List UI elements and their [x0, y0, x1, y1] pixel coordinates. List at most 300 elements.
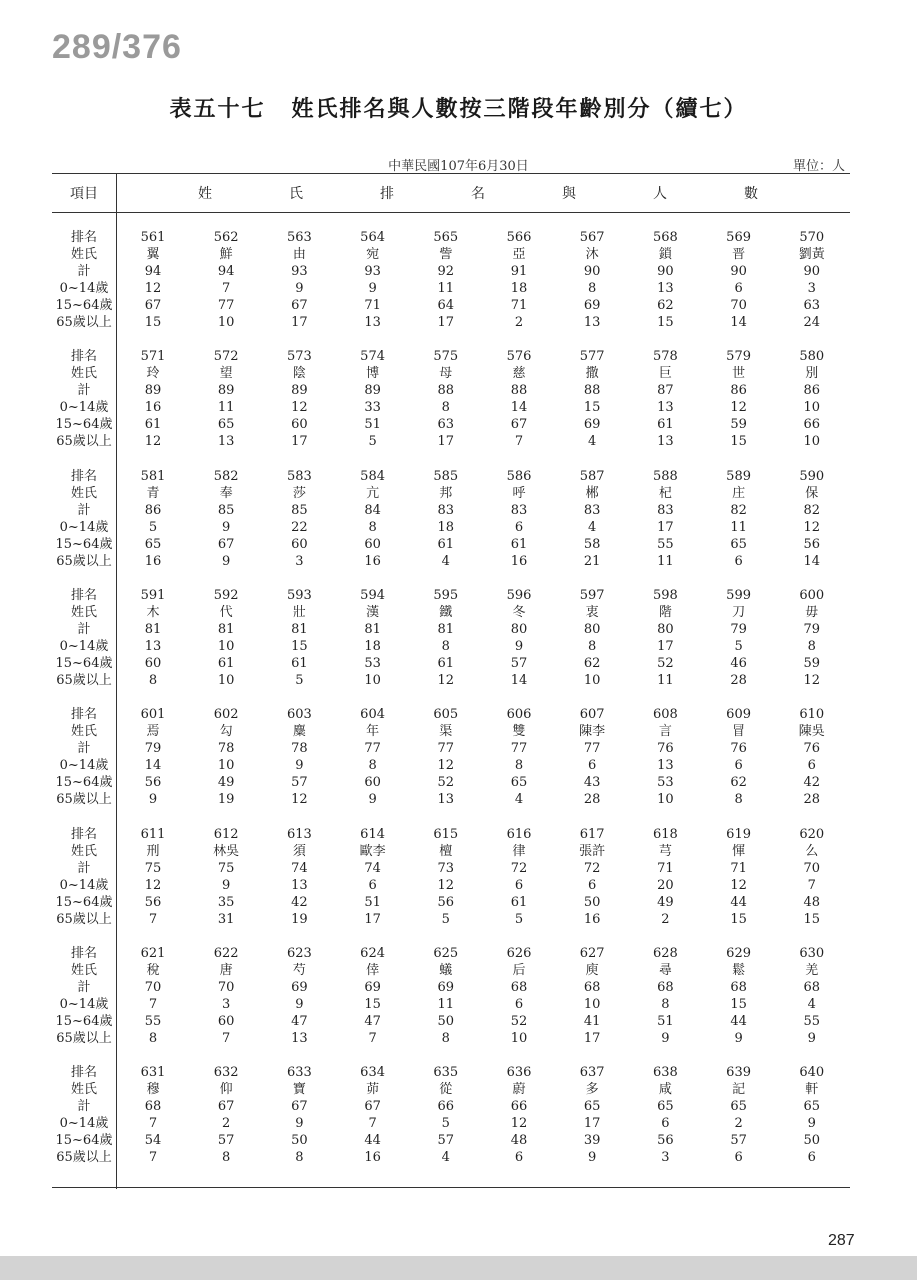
cell-age-65-plus: 12 [437, 672, 455, 688]
cell-surname: 衷 [585, 604, 599, 620]
cell-rank: 621 [140, 945, 166, 961]
row-label-total: 計 [77, 741, 91, 757]
cell-age-0-14: 7 [148, 1116, 158, 1132]
cell-age-0-14: 6 [514, 519, 524, 535]
cell-age-15-64: 59 [803, 655, 821, 671]
cell-surname: 茆 [366, 1082, 380, 1098]
cell-age-15-64: 55 [144, 1013, 162, 1029]
cell-surname: 毋 [805, 604, 819, 620]
cell-rank: 565 [433, 230, 459, 245]
cell-rank: 572 [213, 349, 239, 365]
cell-total: 88 [583, 383, 601, 399]
row-label-age-15-64: 15~64歲 [55, 1013, 113, 1029]
cell-age-65-plus: 7 [222, 1030, 231, 1046]
cell-age-0-14: 12 [510, 1116, 528, 1132]
cell-age-0-14: 6 [661, 1116, 670, 1132]
cell-age-65-plus: 4 [441, 1150, 450, 1166]
cell-total: 77 [510, 741, 528, 757]
cell-rank: 561 [140, 230, 166, 245]
cell-age-15-64: 60 [144, 655, 162, 671]
cell-age-15-64: 52 [657, 655, 674, 671]
cell-age-15-64: 56 [657, 1133, 674, 1149]
cell-total: 65 [730, 1099, 747, 1115]
row-label-rank: 排名 [70, 349, 97, 365]
cell-age-0-14: 9 [514, 638, 524, 654]
cell-age-0-14: 8 [368, 519, 377, 535]
cell-rank: 610 [799, 707, 825, 723]
cell-age-65-plus: 17 [437, 315, 455, 330]
cell-age-65-plus: 2 [514, 315, 524, 330]
cell-age-65-plus: 8 [148, 1030, 158, 1046]
cell-age-0-14: 12 [291, 400, 308, 416]
row-label-age-0-14: 0~14歲 [59, 877, 109, 893]
cell-rank: 618 [652, 826, 678, 842]
cell-surname: 木 [146, 604, 160, 620]
table-title [0, 92, 917, 123]
cell-age-0-14: 9 [222, 877, 231, 893]
cell-age-65-plus: 14 [730, 315, 747, 330]
row-label-rank: 排名 [70, 945, 97, 961]
cell-age-15-64: 49 [657, 894, 674, 910]
cell-age-65-plus: 14 [803, 553, 821, 569]
table-block [52, 1064, 850, 1166]
cell-total: 89 [144, 383, 162, 399]
cell-rank: 617 [579, 826, 605, 842]
cell-age-0-14: 11 [730, 519, 747, 535]
cell-total: 89 [364, 383, 381, 399]
cell-age-15-64: 65 [144, 536, 162, 552]
row-label-age-65-plus: 65歲以上 [56, 553, 112, 569]
cell-age-65-plus: 9 [807, 1030, 816, 1046]
cell-surname: 亢 [366, 485, 380, 501]
cell-rank: 594 [360, 587, 385, 603]
cell-total: 74 [291, 860, 308, 876]
cell-surname: 歐李 [359, 843, 386, 859]
bottom-bar [0, 1256, 917, 1280]
cell-surname: 階 [658, 604, 672, 620]
cell-total: 83 [510, 502, 528, 518]
cell-age-0-14: 15 [730, 996, 747, 1012]
cell-surname: 仰 [219, 1082, 233, 1098]
cell-age-65-plus: 8 [148, 672, 158, 688]
row-label-surname: 姓氏 [70, 247, 97, 262]
cell-total: 65 [803, 1099, 821, 1115]
cell-surname: 寶 [292, 1082, 306, 1098]
cell-total: 80 [510, 621, 528, 637]
cell-rank: 605 [433, 707, 459, 723]
cell-rank: 615 [433, 826, 459, 842]
cell-surname: 麋 [292, 724, 306, 740]
cell-age-0-14: 22 [291, 519, 308, 535]
cell-rank: 566 [506, 230, 532, 245]
cell-rank: 630 [799, 945, 825, 961]
cell-age-65-plus: 7 [368, 1030, 377, 1046]
row-label-age-65-plus: 65歲以上 [56, 792, 112, 808]
cell-age-0-14: 5 [734, 638, 743, 654]
cell-age-15-64: 50 [291, 1133, 308, 1149]
cell-total: 76 [657, 741, 674, 757]
cell-total: 79 [730, 621, 747, 637]
row-label-age-0-14: 0~14歲 [59, 996, 109, 1012]
cell-age-15-64: 63 [437, 417, 455, 433]
cell-rank: 637 [579, 1065, 605, 1081]
cell-age-0-14: 6 [368, 877, 377, 893]
cell-age-15-64: 61 [291, 655, 308, 671]
cell-surname: 鬆 [732, 962, 746, 978]
cell-age-65-plus: 16 [364, 1150, 381, 1166]
cell-surname: 望 [219, 366, 233, 382]
cell-age-65-plus: 9 [661, 1030, 670, 1046]
cell-rank: 627 [579, 945, 605, 961]
cell-age-15-64: 58 [583, 536, 601, 552]
cell-age-15-64: 69 [583, 417, 601, 433]
cell-age-15-64: 57 [437, 1133, 455, 1149]
cell-age-0-14: 7 [148, 996, 158, 1012]
cell-total: 84 [364, 502, 381, 518]
cell-total: 66 [510, 1099, 528, 1115]
page-number: 287 [828, 1232, 855, 1249]
cell-age-0-14: 9 [807, 1116, 816, 1132]
cell-total: 67 [364, 1099, 381, 1115]
cell-surname: 世 [732, 366, 746, 382]
cell-age-65-plus: 15 [730, 911, 747, 927]
cell-rank: 571 [140, 349, 166, 365]
cell-rank: 609 [726, 707, 751, 723]
cell-age-65-plus: 15 [657, 315, 674, 330]
cell-rank: 598 [652, 587, 678, 603]
cell-age-15-64: 51 [364, 894, 381, 910]
cell-total: 68 [583, 979, 601, 995]
cell-total: 83 [437, 502, 455, 518]
cell-age-15-64: 67 [217, 536, 235, 552]
cell-age-65-plus: 17 [364, 911, 381, 927]
cell-age-65-plus: 10 [583, 672, 601, 688]
cell-age-0-14: 4 [807, 996, 816, 1012]
cell-rank: 579 [726, 349, 751, 365]
cell-total: 74 [364, 860, 381, 876]
cell-surname: 翼 [146, 247, 160, 262]
table-block [52, 468, 850, 570]
cell-total: 87 [657, 383, 674, 399]
cell-total: 79 [803, 621, 821, 637]
row-label-rank: 排名 [70, 1065, 97, 1081]
cell-surname: 巨 [658, 366, 672, 382]
unit-label: 單位：人 [792, 159, 845, 174]
cell-rank: 580 [799, 349, 825, 365]
cell-rank: 591 [140, 587, 166, 603]
cell-surname: 母 [439, 366, 453, 382]
cell-age-65-plus: 12 [291, 792, 308, 808]
cell-age-65-plus: 9 [588, 1150, 597, 1166]
header-group-char: 與 [562, 186, 576, 202]
cell-age-65-plus: 3 [295, 553, 304, 569]
cell-age-0-14: 5 [148, 519, 158, 535]
cell-age-15-64: 52 [510, 1013, 528, 1029]
cell-age-15-64: 67 [291, 298, 308, 313]
cell-rank: 593 [286, 587, 312, 603]
cell-total: 78 [291, 741, 308, 757]
cell-age-0-14: 10 [217, 638, 235, 654]
cell-age-15-64: 60 [364, 536, 381, 552]
cell-rank: 612 [213, 826, 239, 842]
cell-age-15-64: 57 [291, 775, 308, 791]
cell-rank: 629 [726, 945, 751, 961]
cell-age-65-plus: 31 [217, 911, 235, 927]
cell-age-0-14: 7 [807, 877, 816, 893]
cell-surname: 須 [292, 843, 306, 859]
cell-total: 81 [144, 621, 162, 637]
cell-age-0-14: 13 [657, 281, 674, 296]
cell-rank: 620 [799, 826, 825, 842]
cell-age-65-plus: 10 [803, 434, 821, 450]
cell-age-0-14: 11 [217, 400, 235, 416]
cell-age-65-plus: 16 [364, 553, 381, 569]
table-top-rule [52, 173, 850, 174]
cell-surname: 劉黃 [798, 247, 825, 262]
cell-age-65-plus: 11 [657, 672, 674, 688]
cell-total: 71 [730, 860, 747, 876]
cell-rank: 585 [433, 468, 459, 484]
row-label-rank: 排名 [70, 468, 97, 484]
cell-age-15-64: 56 [144, 894, 162, 910]
cell-surname: 尋 [658, 962, 672, 978]
cell-rank: 603 [286, 707, 312, 723]
header-group-char: 姓 [198, 186, 212, 202]
cell-age-0-14: 12 [730, 400, 747, 416]
cell-age-0-14: 11 [437, 281, 455, 296]
cell-age-65-plus: 21 [583, 553, 601, 569]
cell-rank: 586 [506, 468, 532, 484]
cell-age-65-plus: 13 [657, 434, 674, 450]
cell-age-65-plus: 13 [364, 315, 381, 330]
cell-age-15-64: 48 [510, 1133, 528, 1149]
cell-age-65-plus: 19 [217, 792, 235, 808]
row-label-total: 計 [77, 979, 91, 995]
cell-total: 68 [730, 979, 747, 995]
cell-rank: 626 [506, 945, 532, 961]
cell-age-0-14: 9 [295, 281, 304, 296]
header-group-char: 人 [653, 186, 667, 202]
cell-age-0-14: 2 [734, 1116, 743, 1132]
header-group [198, 183, 758, 203]
cell-total: 83 [583, 502, 601, 518]
cell-rank: 631 [140, 1065, 166, 1081]
cell-age-65-plus: 14 [510, 672, 528, 688]
cell-rank: 584 [360, 468, 385, 484]
cell-total: 81 [364, 621, 381, 637]
cell-age-0-14: 15 [291, 638, 308, 654]
table-block [52, 348, 850, 450]
cell-age-0-14: 17 [657, 519, 674, 535]
cell-age-0-14: 9 [295, 996, 304, 1012]
cell-age-15-64: 62 [583, 655, 601, 671]
cell-rank: 638 [652, 1065, 678, 1081]
cell-total: 65 [657, 1099, 674, 1115]
cell-age-15-64: 60 [291, 536, 308, 552]
row-label-age-65-plus: 65歲以上 [56, 1150, 112, 1166]
cell-age-0-14: 4 [588, 519, 597, 535]
cell-age-0-14: 18 [437, 519, 455, 535]
cell-age-15-64: 44 [364, 1133, 381, 1149]
cell-total: 68 [657, 979, 674, 995]
cell-total: 75 [144, 860, 162, 876]
cell-total: 67 [217, 1099, 235, 1115]
cell-age-0-14: 14 [144, 758, 162, 774]
cell-age-65-plus: 6 [807, 1150, 816, 1166]
cell-age-15-64: 60 [217, 1013, 235, 1029]
cell-age-65-plus: 10 [217, 315, 235, 330]
cell-rank: 583 [286, 468, 312, 484]
cell-surname: 年 [366, 724, 380, 740]
cell-surname: 冬 [512, 604, 526, 620]
cell-total: 80 [657, 621, 674, 637]
cell-surname: 芎 [658, 843, 672, 859]
cell-age-65-plus: 3 [661, 1150, 670, 1166]
cell-total: 94 [144, 264, 162, 279]
cell-rank: 604 [360, 707, 385, 723]
cell-rank: 599 [726, 587, 751, 603]
cell-rank: 619 [726, 826, 751, 842]
cell-surname: 杞 [658, 485, 672, 501]
cell-surname: 訾 [439, 247, 453, 262]
cell-age-0-14: 6 [588, 758, 597, 774]
cell-surname: 倖 [366, 962, 380, 978]
cell-surname: 律 [512, 843, 526, 859]
row-label-age-0-14: 0~14歲 [59, 400, 109, 416]
cell-age-0-14: 8 [588, 638, 597, 654]
cell-age-65-plus: 5 [514, 911, 524, 927]
cell-age-65-plus: 10 [657, 792, 674, 808]
cell-age-0-14: 12 [803, 519, 821, 535]
cell-surname: 蔚 [512, 1082, 526, 1098]
data-table [52, 173, 850, 1189]
cell-age-65-plus: 9 [368, 792, 377, 808]
cell-total: 89 [291, 383, 308, 399]
cell-surname: 宛 [366, 247, 380, 262]
row-label-age-0-14: 0~14歲 [59, 1116, 109, 1132]
cell-age-0-14: 8 [441, 400, 450, 416]
cell-surname: 玲 [146, 366, 160, 382]
cell-age-15-64: 50 [437, 1013, 455, 1029]
cell-surname: 庾 [585, 962, 599, 978]
cell-age-65-plus: 15 [144, 315, 162, 330]
cell-age-0-14: 3 [222, 996, 231, 1012]
cell-age-15-64: 44 [730, 894, 747, 910]
cell-rank: 595 [433, 587, 459, 603]
cell-total: 69 [437, 979, 455, 995]
cell-age-15-64: 65 [510, 775, 528, 791]
cell-age-65-plus: 12 [144, 434, 162, 450]
cell-age-65-plus: 4 [514, 792, 524, 808]
table-block [52, 587, 850, 689]
header-item: 項目 [70, 186, 98, 202]
cell-rank: 592 [213, 587, 239, 603]
cell-age-15-64: 65 [217, 417, 235, 433]
row-label-total: 計 [77, 383, 91, 399]
table-block [52, 945, 850, 1047]
cell-age-15-64: 61 [657, 417, 674, 433]
cell-rank: 606 [506, 707, 532, 723]
cell-total: 75 [217, 860, 235, 876]
cell-age-15-64: 57 [730, 1133, 747, 1149]
row-label-age-65-plus: 65歲以上 [56, 1030, 112, 1046]
cell-age-15-64: 48 [803, 894, 821, 910]
cell-surname: 奉 [219, 485, 233, 501]
cell-rank: 600 [799, 587, 825, 603]
cell-total: 77 [437, 741, 455, 757]
row-label-age-0-14: 0~14歲 [59, 758, 109, 774]
cell-age-65-plus: 17 [291, 434, 308, 450]
cell-rank: 570 [799, 230, 825, 245]
table-number: 表五十七 [169, 96, 266, 122]
cell-surname: 慈 [512, 366, 526, 382]
cell-age-15-64: 77 [217, 298, 235, 313]
row-label-age-15-64: 15~64歲 [55, 894, 113, 910]
cell-total: 76 [730, 741, 747, 757]
cell-surname: 芍 [292, 962, 306, 978]
row-label-rank: 排名 [70, 707, 97, 723]
cell-age-0-14: 20 [657, 877, 674, 893]
cell-age-0-14: 13 [657, 400, 674, 416]
cell-total: 81 [437, 621, 455, 637]
cell-rank: 608 [652, 707, 678, 723]
row-label-total: 計 [77, 264, 91, 279]
cell-surname: 郴 [585, 485, 599, 501]
cell-age-0-14: 17 [657, 638, 674, 654]
row-label-total: 計 [77, 860, 91, 876]
cell-rank: 623 [286, 945, 312, 961]
cell-age-0-14: 8 [661, 996, 670, 1012]
cell-rank: 588 [652, 468, 678, 484]
cell-surname: 亞 [512, 247, 526, 262]
cell-surname: 言 [658, 724, 672, 740]
cell-surname: 莎 [292, 485, 306, 501]
cell-rank: 587 [579, 468, 605, 484]
cell-surname: 穆 [146, 1082, 160, 1098]
cell-age-15-64: 42 [291, 894, 308, 910]
row-label-age-15-64: 15~64歲 [55, 775, 113, 791]
cell-age-0-14: 17 [583, 1116, 601, 1132]
cell-total: 81 [217, 621, 235, 637]
cell-age-0-14: 6 [514, 877, 524, 893]
date-line: 中華民國107年6月30日 [388, 159, 529, 174]
cell-rank: 639 [726, 1065, 751, 1081]
cell-rank: 582 [213, 468, 239, 484]
cell-surname: 代 [219, 604, 233, 620]
row-label-age-15-64: 15~64歲 [55, 298, 113, 313]
cell-age-0-14: 18 [364, 638, 381, 654]
cell-surname: 由 [292, 247, 306, 262]
cell-surname: 雙 [512, 724, 526, 740]
cell-surname: 么 [805, 843, 819, 859]
cell-surname: 勾 [219, 724, 233, 740]
cell-age-65-plus: 10 [364, 672, 381, 688]
cell-age-15-64: 67 [510, 417, 528, 433]
cell-rank: 569 [726, 230, 751, 245]
cell-age-0-14: 9 [222, 519, 231, 535]
cell-age-0-14: 13 [657, 758, 674, 774]
row-label-surname: 姓氏 [70, 366, 97, 382]
cell-age-65-plus: 16 [144, 553, 162, 569]
cell-age-65-plus: 10 [217, 672, 235, 688]
cell-age-15-64: 44 [730, 1013, 747, 1029]
cell-age-15-64: 61 [437, 655, 455, 671]
cell-surname: 刑 [146, 843, 160, 859]
cell-age-0-14: 12 [144, 877, 162, 893]
cell-age-0-14: 12 [437, 877, 455, 893]
row-label-rank: 排名 [70, 230, 97, 245]
cell-rank: 573 [286, 349, 312, 365]
